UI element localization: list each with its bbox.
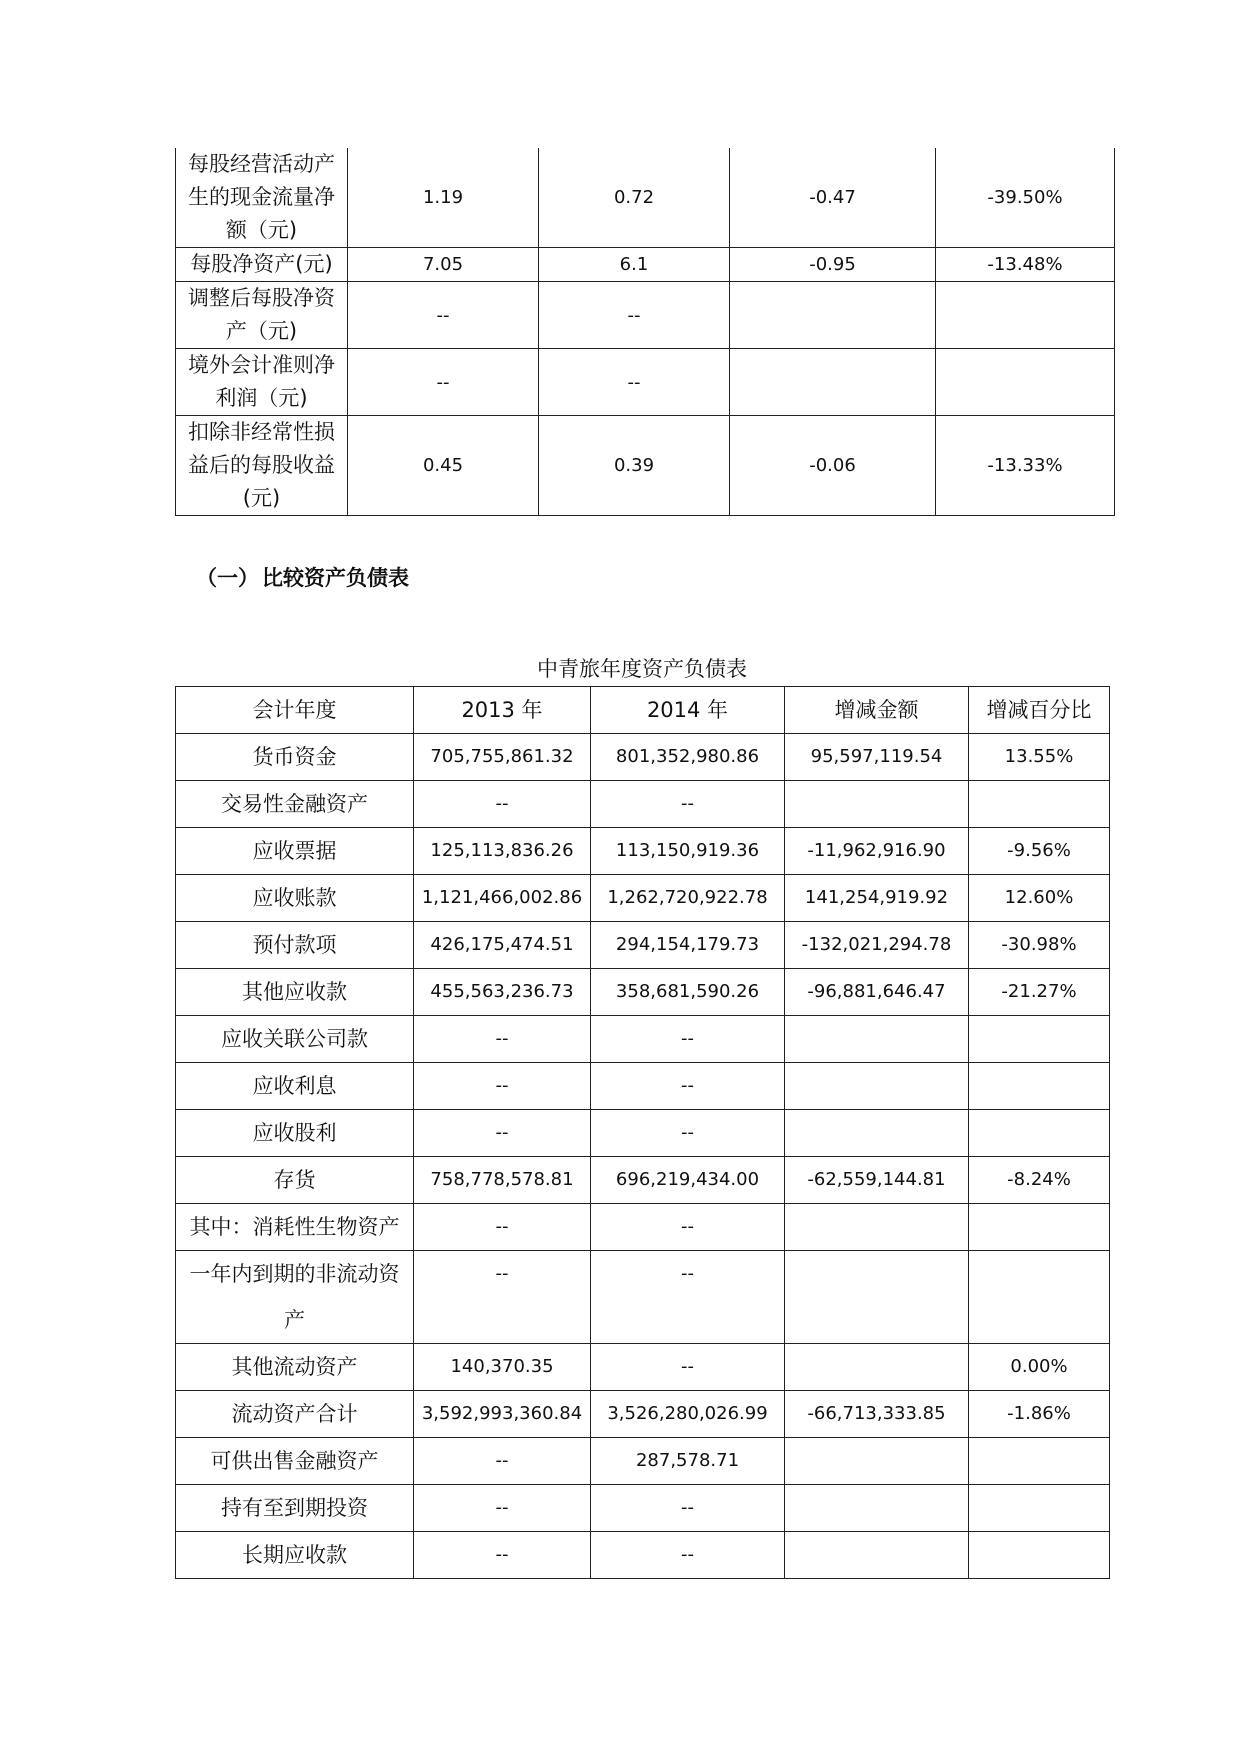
- change-percent: [936, 282, 1115, 349]
- row-label: 每股经营活动产生的现金流量净额（元): [176, 148, 348, 248]
- table-row: [176, 148, 1115, 248]
- change-amount: [785, 1251, 969, 1344]
- value-2013: 3,592,993,360.84: [414, 1391, 591, 1438]
- value-2013: 125,113,836.26: [414, 828, 591, 875]
- change-percent: -9.56%: [969, 828, 1110, 875]
- change-percent: [969, 1016, 1110, 1063]
- change-amount: [730, 282, 936, 349]
- row-label: 其他流动资产: [176, 1344, 414, 1391]
- value-2014: 358,681,590.26: [591, 969, 785, 1016]
- value-2014: 287,578.71: [591, 1438, 785, 1485]
- row-label: 每股净资产(元): [176, 248, 348, 282]
- change-percent: -8.24%: [969, 1157, 1110, 1204]
- value-2013: --: [414, 1532, 591, 1579]
- change-percent: [969, 1110, 1110, 1157]
- balance-sheet-table: [175, 686, 1110, 1579]
- change-amount: [730, 349, 936, 416]
- table-row: [176, 1157, 1110, 1204]
- table-row: [176, 1251, 1110, 1344]
- section-title: 比较资产负债表: [262, 566, 409, 590]
- value-2013: 1.19: [348, 148, 539, 248]
- row-label: 预付款项: [176, 922, 414, 969]
- change-amount: [785, 1485, 969, 1532]
- value-2013: 426,175,474.51: [414, 922, 591, 969]
- value-2014: 6.1: [539, 248, 730, 282]
- table-row: [176, 781, 1110, 828]
- value-2013: --: [348, 282, 539, 349]
- value-2013: --: [414, 1110, 591, 1157]
- value-2014: --: [591, 1110, 785, 1157]
- table-row: [176, 1110, 1110, 1157]
- change-amount: [785, 1016, 969, 1063]
- change-percent: [969, 1532, 1110, 1579]
- change-percent: -39.50%: [936, 148, 1115, 248]
- change-percent: 13.55%: [969, 734, 1110, 781]
- change-amount: [785, 1204, 969, 1251]
- value-2013: --: [414, 1063, 591, 1110]
- header-cell: 增减百分比: [969, 687, 1110, 734]
- table-header-row: [176, 687, 1110, 734]
- row-label: 可供出售金融资产: [176, 1438, 414, 1485]
- change-percent: [936, 349, 1115, 416]
- row-label: 扣除非经常性损益后的每股收益(元): [176, 416, 348, 516]
- value-2013: --: [414, 1251, 591, 1344]
- table-row: [176, 1063, 1110, 1110]
- value-2014: --: [591, 1063, 785, 1110]
- per-share-table: [175, 148, 1115, 516]
- row-label: 交易性金融资产: [176, 781, 414, 828]
- value-2014: 3,526,280,026.99: [591, 1391, 785, 1438]
- value-2014: 113,150,919.36: [591, 828, 785, 875]
- row-label: 应收股利: [176, 1110, 414, 1157]
- value-2014: 801,352,980.86: [591, 734, 785, 781]
- table-row: [176, 1016, 1110, 1063]
- row-label: 其中：消耗性生物资产: [176, 1204, 414, 1251]
- change-percent: [969, 1438, 1110, 1485]
- table-row: [176, 1204, 1110, 1251]
- table-row: [176, 1485, 1110, 1532]
- change-amount: -11,962,916.90: [785, 828, 969, 875]
- value-2013: --: [414, 781, 591, 828]
- row-label: 境外会计准则净利润（元): [176, 349, 348, 416]
- change-amount: -132,021,294.78: [785, 922, 969, 969]
- change-amount: [785, 1532, 969, 1579]
- value-2013: 0.45: [348, 416, 539, 516]
- table-row: [176, 416, 1115, 516]
- value-2014: --: [591, 1204, 785, 1251]
- change-amount: [785, 781, 969, 828]
- value-2014: --: [591, 1016, 785, 1063]
- change-percent: [969, 1251, 1110, 1344]
- row-label: 长期应收款: [176, 1532, 414, 1579]
- table-row: [176, 828, 1110, 875]
- row-label: 应收票据: [176, 828, 414, 875]
- change-amount: -96,881,646.47: [785, 969, 969, 1016]
- change-amount: [785, 1438, 969, 1485]
- value-2013: 455,563,236.73: [414, 969, 591, 1016]
- change-amount: -0.06: [730, 416, 936, 516]
- row-label: 应收利息: [176, 1063, 414, 1110]
- row-label: 货币资金: [176, 734, 414, 781]
- table-row: [176, 1391, 1110, 1438]
- change-amount: -0.95: [730, 248, 936, 282]
- change-percent: [969, 1204, 1110, 1251]
- value-2013: --: [414, 1016, 591, 1063]
- value-2014: 0.72: [539, 148, 730, 248]
- header-cell: 2014 年: [591, 687, 785, 734]
- change-percent: -1.86%: [969, 1391, 1110, 1438]
- change-percent: -21.27%: [969, 969, 1110, 1016]
- value-2014: 1,262,720,922.78: [591, 875, 785, 922]
- section-number: （一）: [196, 566, 259, 590]
- value-2014: --: [591, 1485, 785, 1532]
- change-percent: [969, 781, 1110, 828]
- row-label: 应收账款: [176, 875, 414, 922]
- table-row: [176, 248, 1115, 282]
- value-2014: --: [591, 781, 785, 828]
- table-row: [176, 922, 1110, 969]
- row-label: 其他应收款: [176, 969, 414, 1016]
- change-percent: [969, 1485, 1110, 1532]
- value-2014: --: [539, 282, 730, 349]
- change-percent: 12.60%: [969, 875, 1110, 922]
- change-amount: -0.47: [730, 148, 936, 248]
- change-percent: -30.98%: [969, 922, 1110, 969]
- change-percent: -13.48%: [936, 248, 1115, 282]
- change-amount: [785, 1344, 969, 1391]
- table-row: [176, 734, 1110, 781]
- table-caption: 中青旅年度资产负债表: [537, 657, 747, 681]
- change-amount: 141,254,919.92: [785, 875, 969, 922]
- value-2013: --: [414, 1438, 591, 1485]
- row-label: 持有至到期投资: [176, 1485, 414, 1532]
- value-2013: 140,370.35: [414, 1344, 591, 1391]
- value-2014: 696,219,434.00: [591, 1157, 785, 1204]
- value-2013: --: [414, 1485, 591, 1532]
- change-amount: [785, 1110, 969, 1157]
- value-2014: --: [591, 1532, 785, 1579]
- value-2013: 758,778,578.81: [414, 1157, 591, 1204]
- row-label: 存货: [176, 1157, 414, 1204]
- value-2014: 0.39: [539, 416, 730, 516]
- value-2014: --: [539, 349, 730, 416]
- table-row: [176, 349, 1115, 416]
- table-row: [176, 282, 1115, 349]
- table-row: [176, 1344, 1110, 1391]
- header-cell: 增减金额: [785, 687, 969, 734]
- change-amount: -66,713,333.85: [785, 1391, 969, 1438]
- value-2013: 1,121,466,002.86: [414, 875, 591, 922]
- change-percent: 0.00%: [969, 1344, 1110, 1391]
- value-2013: --: [348, 349, 539, 416]
- change-percent: [969, 1063, 1110, 1110]
- table-row: [176, 875, 1110, 922]
- value-2013: 705,755,861.32: [414, 734, 591, 781]
- section-heading: [196, 562, 409, 592]
- change-amount: [785, 1063, 969, 1110]
- change-amount: 95,597,119.54: [785, 734, 969, 781]
- header-cell: 2013 年: [414, 687, 591, 734]
- table-row: [176, 1532, 1110, 1579]
- table-row: [176, 1438, 1110, 1485]
- value-2014: 294,154,179.73: [591, 922, 785, 969]
- value-2014: --: [591, 1251, 785, 1344]
- header-cell: 会计年度: [176, 687, 414, 734]
- row-label: 调整后每股净资产（元): [176, 282, 348, 349]
- row-label: 一年内到期的非流动资产: [176, 1251, 414, 1344]
- value-2014: --: [591, 1344, 785, 1391]
- row-label: 流动资产合计: [176, 1391, 414, 1438]
- value-2013: --: [414, 1204, 591, 1251]
- row-label: 应收关联公司款: [176, 1016, 414, 1063]
- change-amount: -62,559,144.81: [785, 1157, 969, 1204]
- change-percent: -13.33%: [936, 416, 1115, 516]
- value-2013: 7.05: [348, 248, 539, 282]
- table-row: [176, 969, 1110, 1016]
